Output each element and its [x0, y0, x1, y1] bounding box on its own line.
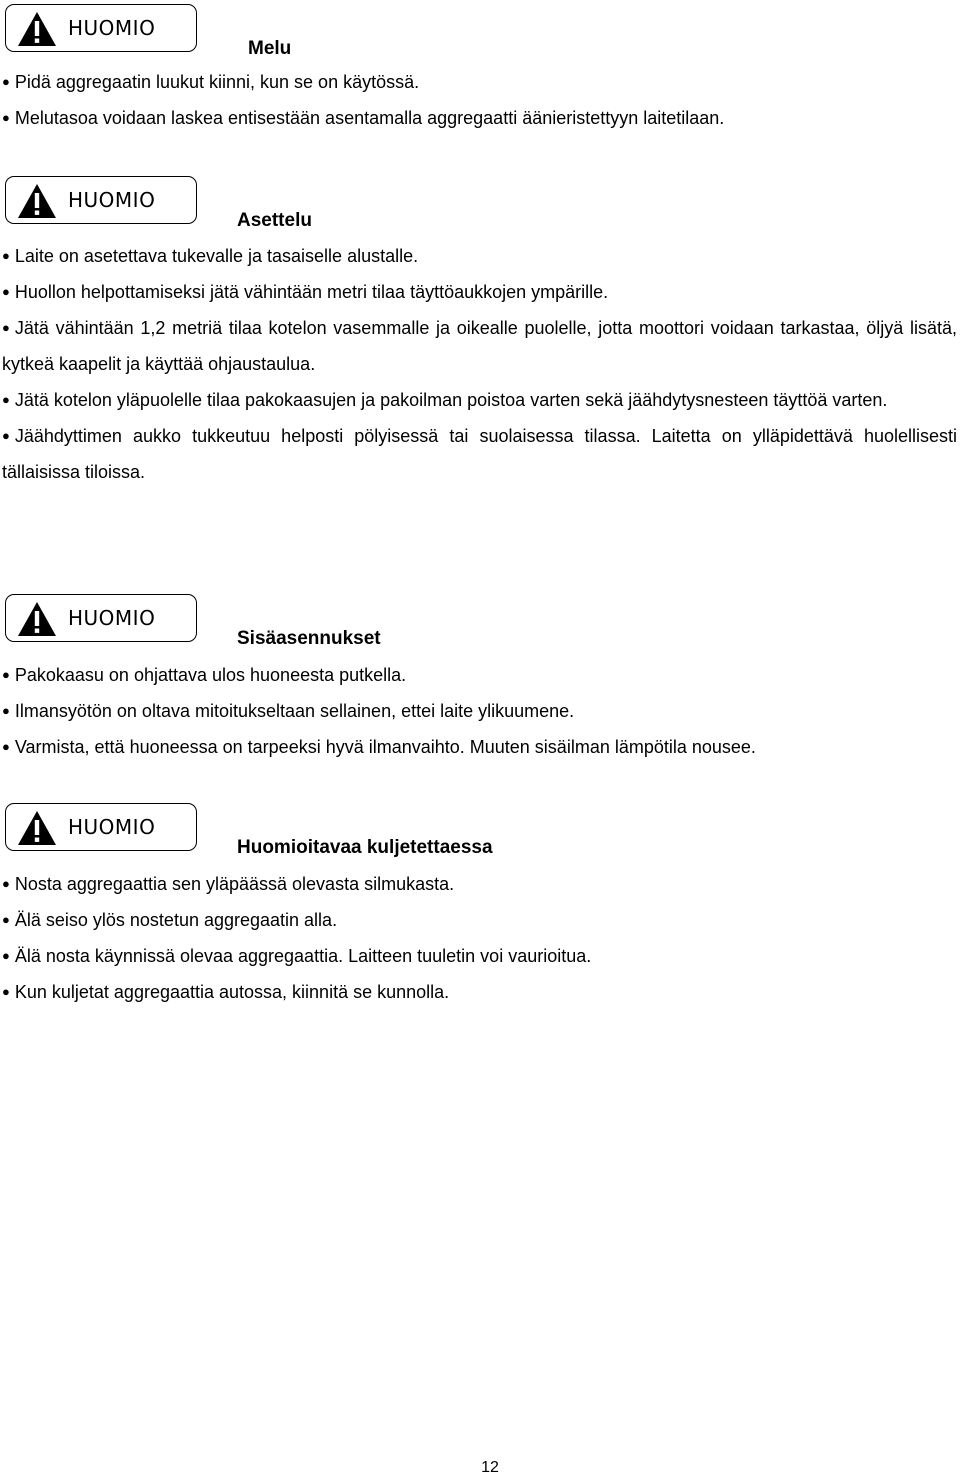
- bullet-dot: ●: [2, 74, 10, 89]
- list-item: [2, 310, 957, 382]
- section-heading: Asettelu: [237, 210, 312, 231]
- bullet-dot: ●: [2, 876, 10, 891]
- list-item-text: Jätä vähintään 1,2 metriä tilaa kotelon vasemmalle ja oikealle puolelle, jotta moottori voidaan tarkastaa, öljyä lisätä, kytkeä kaapelit ja käyttää ohjaustaulua.: [2, 318, 957, 374]
- bullet-dot: ●: [2, 428, 10, 443]
- warning-badge-label: HUOMIO: [68, 815, 156, 839]
- list-item-text: Ilmansyötön on oltava mitoitukseltaan sellainen, ettei laite ylikuumene.: [14, 701, 575, 721]
- warning-badge-label: HUOMIO: [68, 188, 156, 212]
- list-item: [2, 100, 957, 136]
- list-item-text: Pidä aggregaatin luukut kiinni, kun se on käytössä.: [14, 72, 420, 92]
- list-item: [2, 693, 957, 729]
- list-item: [2, 274, 957, 310]
- page-number: 12: [481, 1459, 499, 1476]
- list-item-text: Jäähdyttimen aukko tukkeutuu helposti pölyisessä tai suolaisessa tilassa. Laitetta on ylläpidettävä huolellisesti tällaisissa tiloissa.: [2, 426, 957, 482]
- warning-triangle-icon: [17, 810, 57, 846]
- list-item: [2, 938, 957, 974]
- bullet-dot: ●: [2, 392, 10, 407]
- list-item: [2, 238, 957, 274]
- warning-badge: [5, 803, 197, 851]
- warning-badge: [5, 4, 197, 52]
- list-item: [2, 382, 957, 418]
- list-item: [2, 974, 957, 1010]
- warning-badge-label: HUOMIO: [68, 606, 156, 630]
- list-item: [2, 866, 957, 902]
- bullet-dot: ●: [2, 667, 10, 682]
- warning-triangle-icon: [17, 601, 57, 637]
- list-item-text: Melutasoa voidaan laskea entisestään asentamalla aggregaatti äänieristettyyn laitetilaan.: [14, 108, 725, 128]
- list-item-text: Varmista, että huoneessa on tarpeeksi hyvä ilmanvaihto. Muuten sisäilman lämpötila nousee.: [14, 737, 756, 757]
- warning-badge: [5, 594, 197, 642]
- bullet-dot: ●: [2, 703, 10, 718]
- list-item-text: Pakokaasu on ohjattava ulos huoneesta putkella.: [14, 665, 407, 685]
- list-item-text: Jätä kotelon yläpuolelle tilaa pakokaasujen ja pakoilman poistoa varten sekä jäähdytysnesteen täyttöä varten.: [14, 390, 888, 410]
- bullet-list: [2, 64, 957, 136]
- warning-triangle-icon: [17, 183, 57, 219]
- bullet-dot: ●: [2, 912, 10, 927]
- bullet-dot: ●: [2, 248, 10, 263]
- warning-triangle-icon: [17, 11, 57, 47]
- list-item-text: Kun kuljetat aggregaattia autossa, kiinnitä se kunnolla.: [14, 982, 450, 1002]
- bullet-dot: ●: [2, 320, 10, 335]
- bullet-dot: ●: [2, 110, 10, 125]
- warning-badge: [5, 176, 197, 224]
- list-item-text: Nosta aggregaattia sen yläpäässä olevasta silmukasta.: [14, 874, 455, 894]
- bullet-list: [2, 657, 957, 765]
- bullet-list: [2, 238, 957, 490]
- section-heading: Sisäasennukset: [237, 628, 381, 649]
- section-heading: Melu: [248, 38, 292, 59]
- list-item: [2, 418, 957, 490]
- bullet-list: [2, 866, 957, 1010]
- bullet-dot: ●: [2, 948, 10, 963]
- bullet-dot: ●: [2, 739, 10, 754]
- list-item: [2, 729, 957, 765]
- list-item: [2, 657, 957, 693]
- list-item: [2, 902, 957, 938]
- bullet-dot: ●: [2, 984, 10, 999]
- list-item-text: Huollon helpottamiseksi jätä vähintään metri tilaa täyttöaukkojen ympärille.: [14, 282, 609, 302]
- list-item: [2, 64, 957, 100]
- list-item-text: Älä seiso ylös nostetun aggregaatin alla.: [14, 910, 338, 930]
- bullet-dot: ●: [2, 284, 10, 299]
- section-heading: Huomioitavaa kuljetettaessa: [237, 837, 493, 858]
- warning-badge-label: HUOMIO: [68, 16, 156, 40]
- list-item-text: Laite on asetettava tukevalle ja tasaiselle alustalle.: [14, 246, 419, 266]
- list-item-text: Älä nosta käynnissä olevaa aggregaattia. Laitteen tuuletin voi vaurioitua.: [14, 946, 592, 966]
